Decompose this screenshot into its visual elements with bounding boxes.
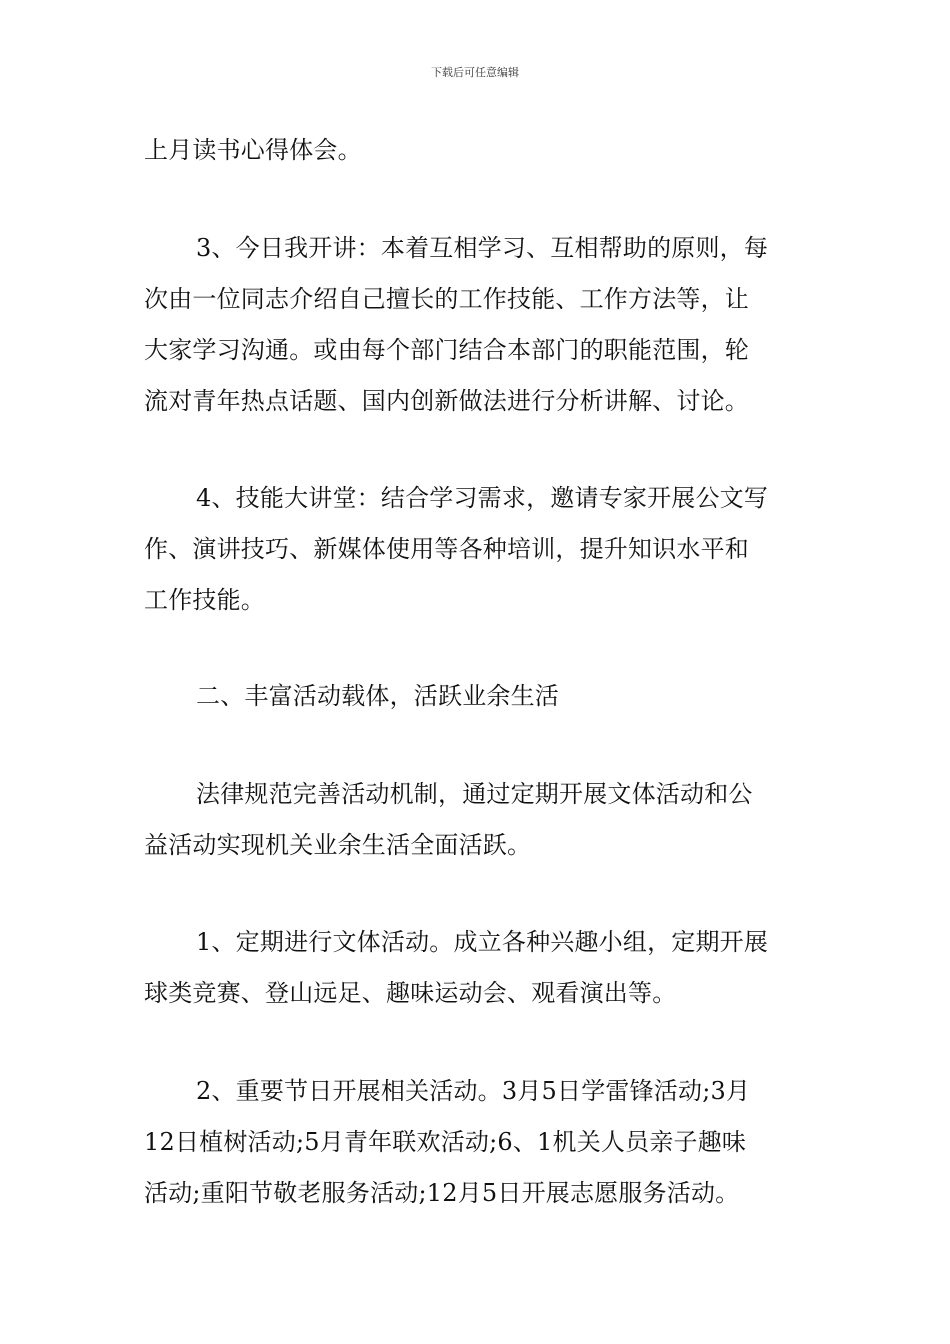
text-line: 12日植树活动;5月青年联欢活动;6、1机关人员亲子趣味: [144, 1128, 747, 1156]
text-line: 工作技能。: [144, 586, 265, 614]
text-line: 次由一位同志介绍自己擅长的工作技能、工作方法等，让: [144, 285, 749, 313]
text-line: 大家学习沟通。或由每个部门结合本部门的职能范围，轮: [144, 336, 749, 364]
text-line: 活动;重阳节敬老服务活动;12月5日开展志愿服务活动。: [144, 1179, 740, 1207]
text-line: 球类竞赛、登山远足、趣味运动会、观看演出等。: [144, 979, 677, 1007]
text-line: 上月读书心得体会。: [144, 136, 362, 164]
text-line: 益活动实现机关业余生活全面活跃。: [144, 831, 532, 859]
text-line: 流对青年热点话题、国内创新做法进行分析讲解、讨论。: [144, 387, 749, 415]
text-line: 4、技能大讲堂：结合学习需求，邀请专家开展公文写: [196, 484, 769, 512]
text-line: 1、定期进行文体活动。成立各种兴趣小组，定期开展: [196, 928, 769, 956]
section-heading: 二、丰富活动载体，活跃业余生活: [196, 682, 559, 710]
text-line: 3、今日我开讲：本着互相学习、互相帮助的原则，每: [196, 234, 769, 262]
text-line: 作、演讲技巧、新媒体使用等各种培训，提升知识水平和: [144, 535, 749, 563]
text-line: 法律规范完善活动机制，通过定期开展文体活动和公: [196, 780, 753, 808]
text-line: 2、重要节日开展相关活动。3月5日学雷锋活动;3月: [196, 1077, 751, 1105]
page-header: 下载后可任意编辑: [431, 66, 519, 79]
